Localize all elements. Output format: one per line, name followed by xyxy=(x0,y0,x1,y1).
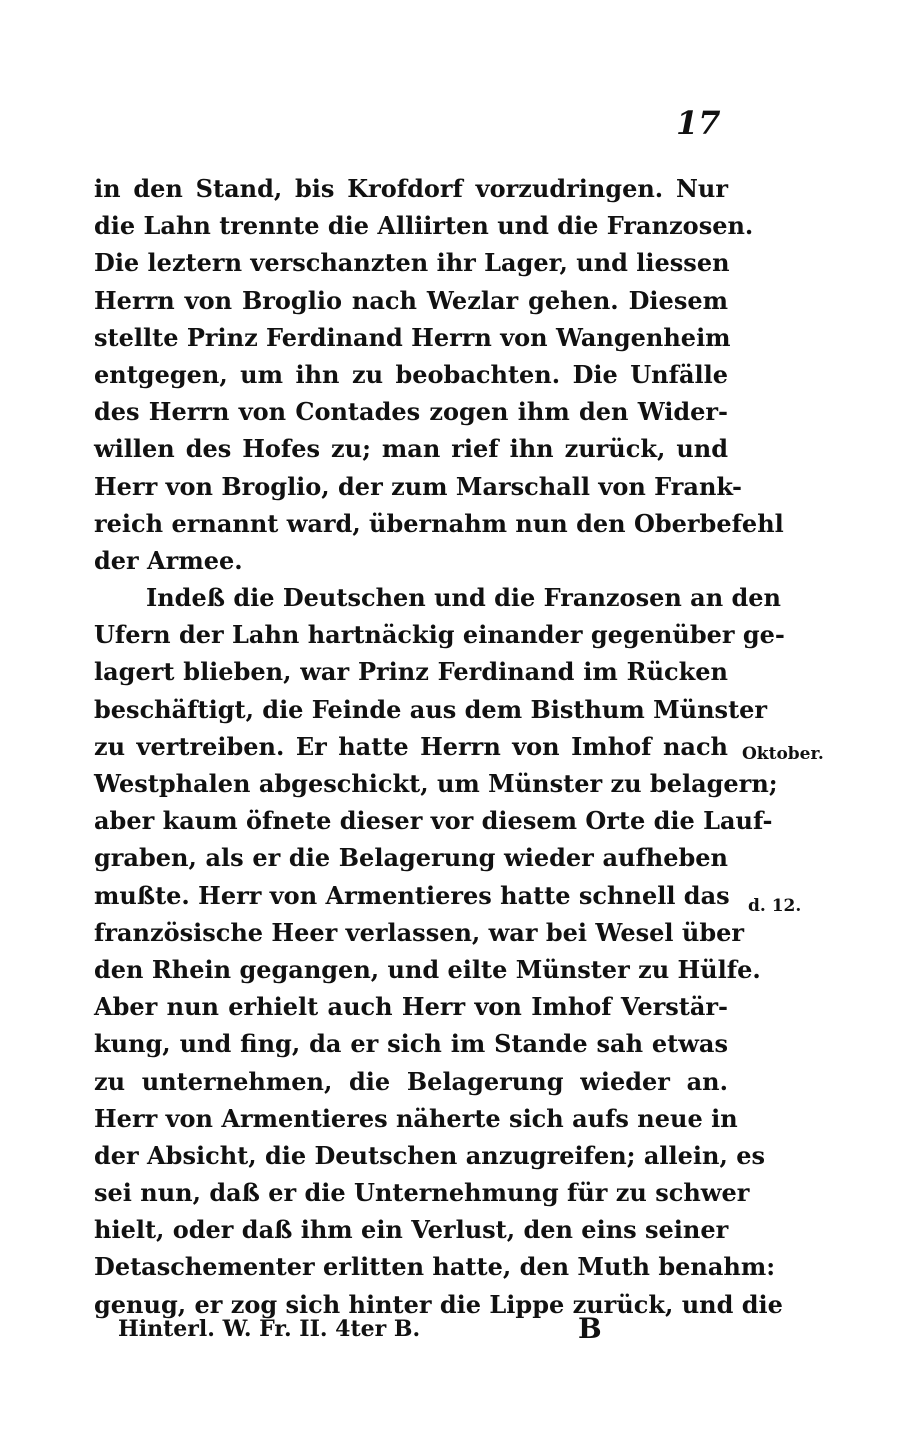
text-line: kung, und fing, da er sich im Stande sah etwas xyxy=(94,1029,728,1059)
text-line: hielt, oder daß ihm ein Verlust, den eins seiner xyxy=(94,1215,729,1245)
paragraph-1 xyxy=(94,170,784,579)
text-line: zu unternehmen, die Belagerung wieder an. xyxy=(94,1066,728,1096)
text-line: zu vertreiben. Er hatte Herrn von Imhof nach xyxy=(94,731,728,761)
text-line: Herr von Armentieres näherte sich aufs neue in xyxy=(94,1103,738,1133)
text-line: der Armee. xyxy=(94,545,243,575)
footer-signature: Hinterl. W. Fr. II. 4ter B. xyxy=(118,1316,421,1342)
text-line: den Rhein gegangen, und eilte Münster zu Hülfe. xyxy=(94,954,761,984)
text-line: lagert blieben, war Prinz Ferdinand im Rücken xyxy=(94,657,728,687)
text-line: entgegen, um ihn zu beobachten. Die Unfälle xyxy=(94,359,728,389)
text-line: Detaschementer erlitten hatte, den Muth benahm: xyxy=(94,1252,776,1282)
text-line: willen des Hofes zu; man rief ihn zurück, und xyxy=(94,434,728,464)
sheet-mark: B xyxy=(578,1312,602,1345)
text-line: die Lahn trennte die Alliirten und die Franzosen. xyxy=(94,211,754,241)
text-line: genug, er zog sich hinter die Lippe zurück, und die xyxy=(94,1289,783,1319)
text-line: stellte Prinz Ferdinand Herrn von Wangenheim xyxy=(94,322,731,352)
text-line: Herrn von Broglio nach Wezlar gehen. Diesem xyxy=(94,285,728,315)
text-line: der Absicht, die Deutschen anzugreifen; allein, es xyxy=(94,1140,765,1170)
text-line: aber kaum öfnete dieser vor diesem Orte die Lauf- xyxy=(94,806,773,836)
text-line: Die leztern verschanzten ihr Lager, und liessen xyxy=(94,248,730,278)
margin-note-date: d. 12. xyxy=(748,896,802,916)
text-line: Ufern der Lahn hartnäckig einander gegenüber ge- xyxy=(94,620,785,650)
page-number: 17 xyxy=(676,104,721,142)
text-line: graben, als er die Belagerung wieder aufheben xyxy=(94,843,728,873)
text-line: Herr von Broglio, der zum Marschall von Frank- xyxy=(94,471,743,501)
text-line: des Herrn von Contades zogen ihm den Wider- xyxy=(94,397,728,427)
text-line: Westphalen abgeschickt, um Münster zu belagern; xyxy=(94,769,778,798)
text-line: Indeß die Deutschen und die Franzosen an den xyxy=(146,583,782,613)
text-line: sei nun, daß er die Unternehmung für zu schwer xyxy=(94,1178,750,1208)
text-line: Aber nun erhielt auch Herr von Imhof Verstär- xyxy=(94,992,728,1022)
text-line: beschäftigt, die Feinde aus dem Bisthum Münster xyxy=(94,694,768,724)
text-line: mußte. Herr von Armentieres hatte schnell das xyxy=(94,880,730,910)
text-line: französische Heer verlassen, war bei Wesel über xyxy=(94,917,745,947)
margin-note-month: Oktober. xyxy=(742,744,824,764)
text-line: in den Stand, bis Krofdorf vorzudringen. Nur xyxy=(94,174,728,203)
text-line: reich ernannt ward, übernahm nun den Oberbefehl xyxy=(94,508,784,538)
